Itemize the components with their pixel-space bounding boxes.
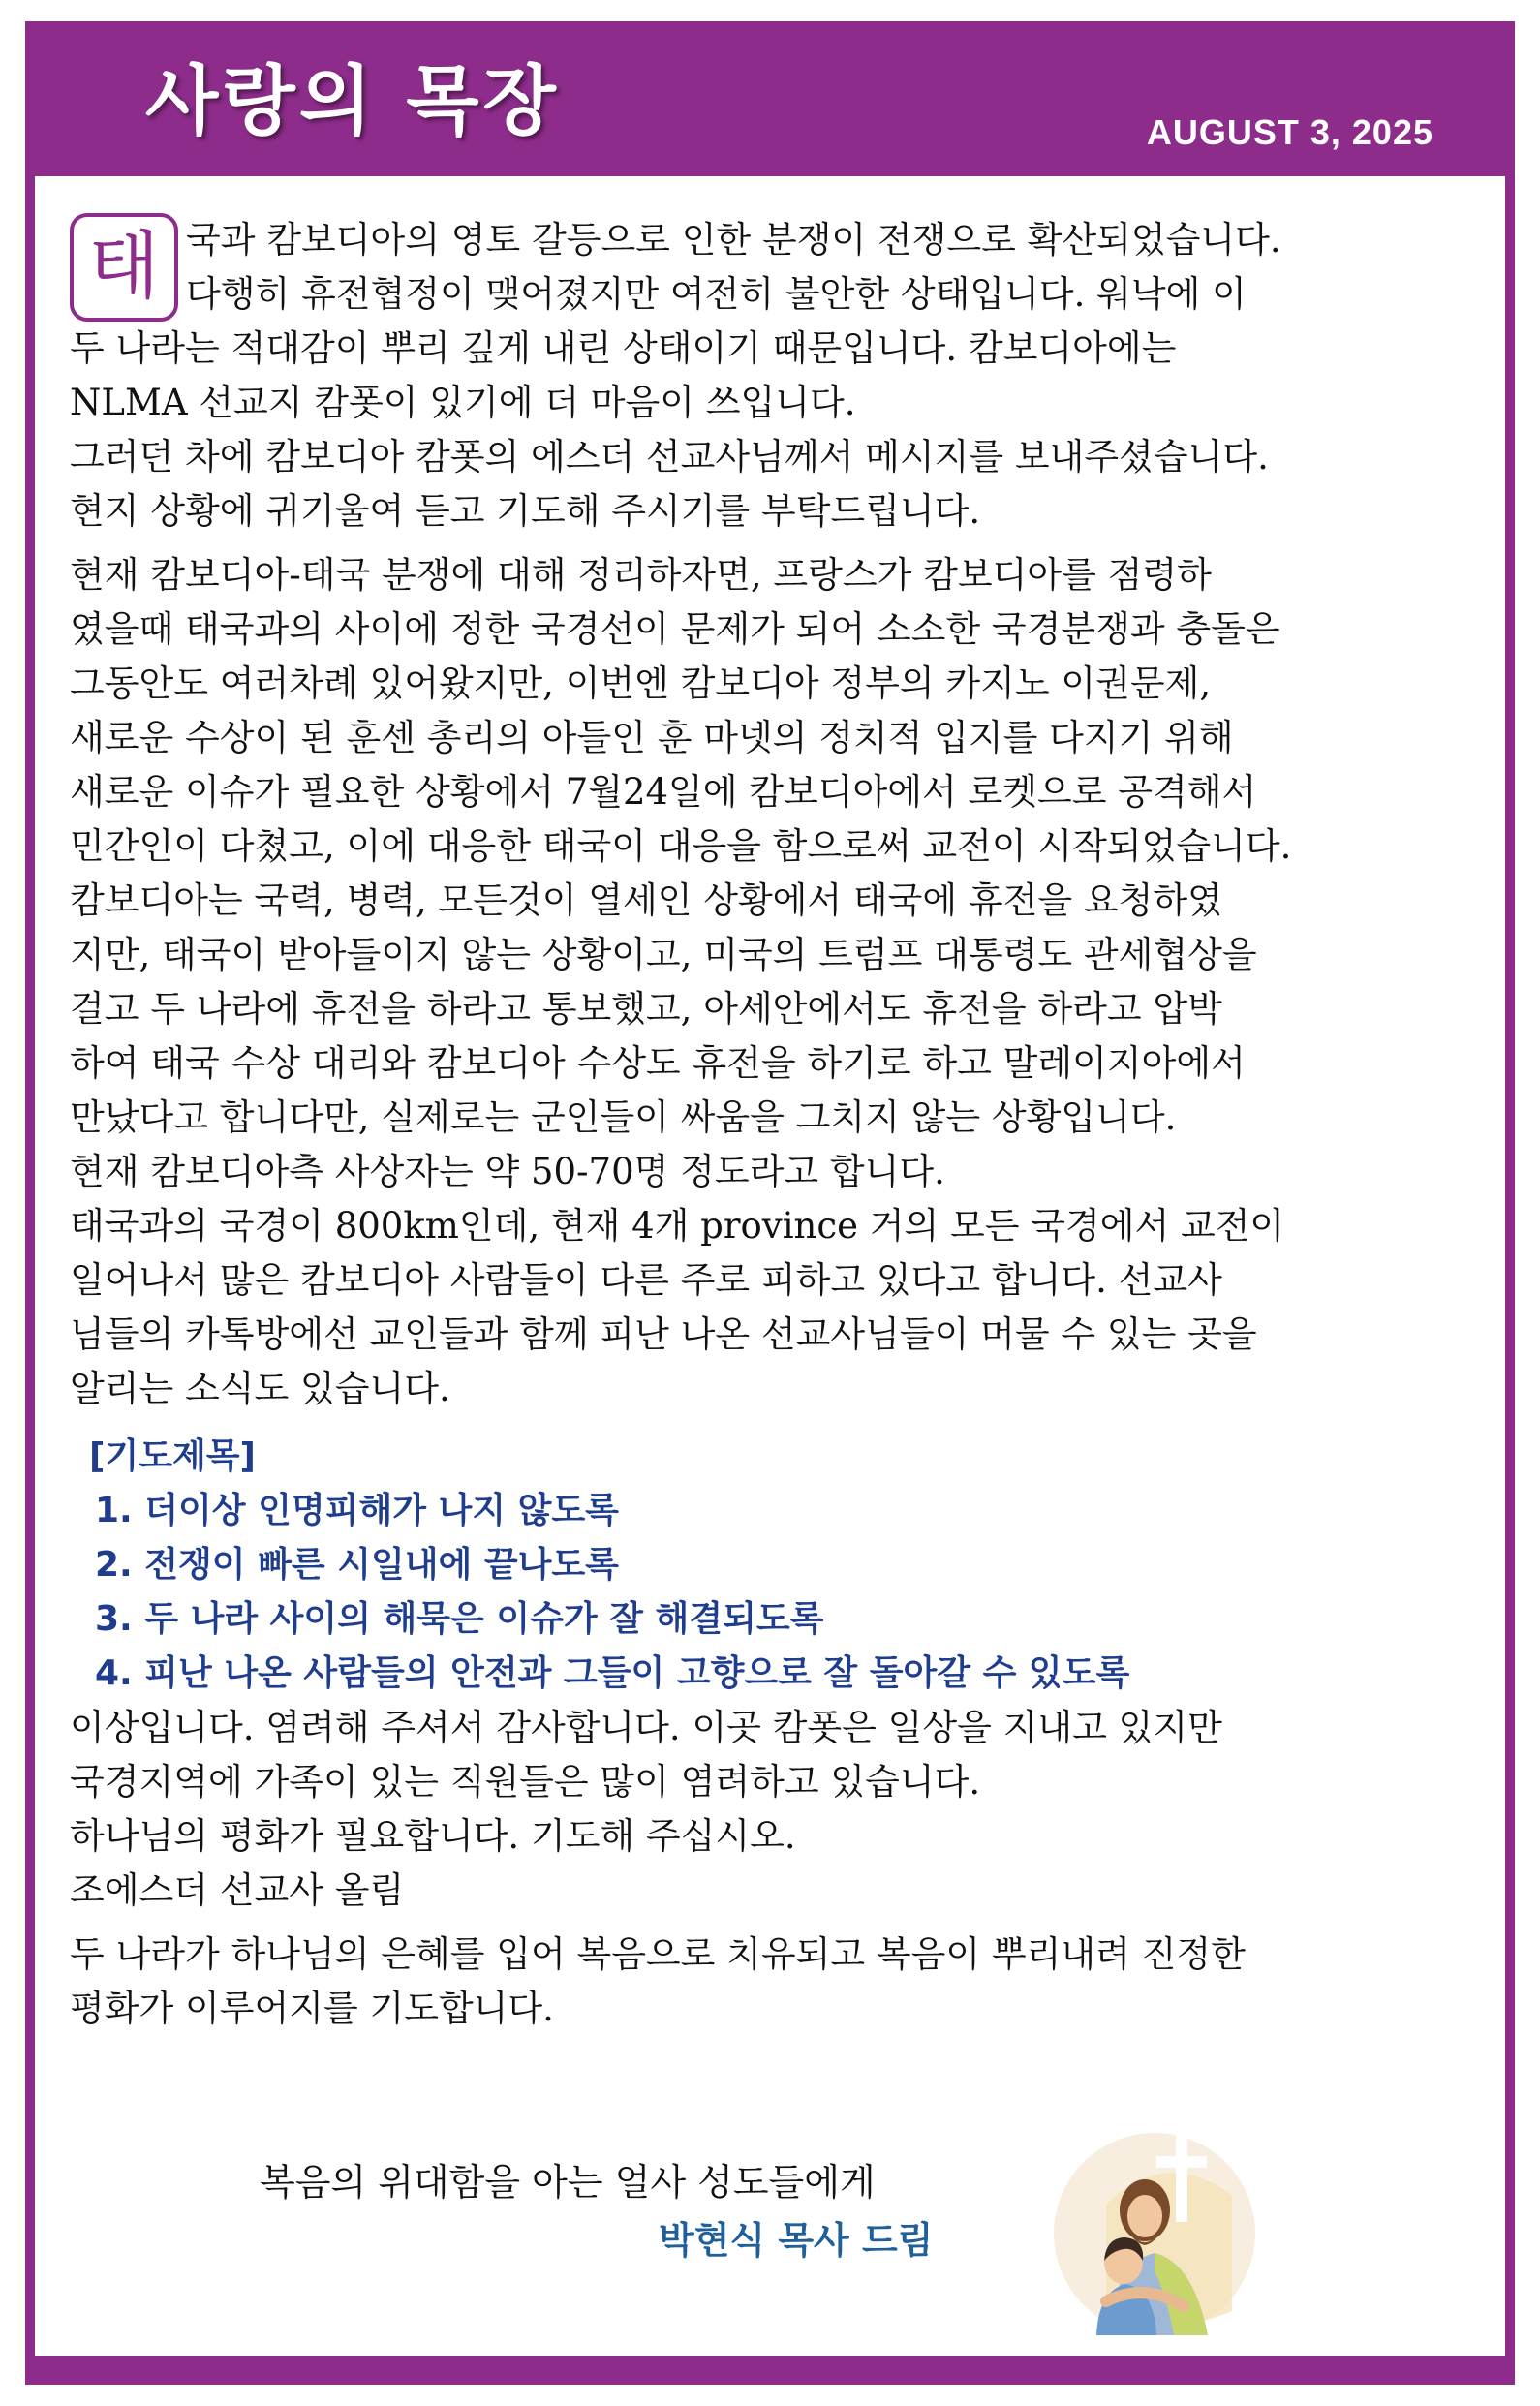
- letter-line: 조에스더 선교사 올림: [70, 1869, 405, 1911]
- pastor-signature: 박현식 목사 드림: [659, 2219, 934, 2262]
- closing-greeting: 복음의 위대함을 아는 얼사 성도들에게: [260, 2161, 876, 2204]
- body-line: 새로운 이슈가 필요한 상황에서 7월24일에 캄보디아에서 로켓으로 공격해서: [70, 771, 1257, 813]
- prayer-item: 4. 피난 나온 사람들의 안전과 그들이 고향으로 잘 돌아갈 수 있도록: [95, 1653, 1130, 1693]
- prayer-item: 2. 전쟁이 빠른 시일내에 끝나도록: [95, 1545, 619, 1585]
- body-line: 알리는 소식도 있습니다.: [70, 1368, 450, 1409]
- body-line: 였을때 태국과의 사이에 정한 국경선이 문제가 되어 소소한 국경분쟁과 충돌은: [70, 608, 1280, 650]
- prayer-item: 3. 두 나라 사이의 해묵은 이슈가 잘 해결되도록: [95, 1599, 824, 1639]
- page-title: 사랑의 목장: [145, 58, 560, 145]
- footer-bar: [25, 2356, 1515, 2385]
- body-line: 태국과의 국경이 800km인데, 현재 4개 province 거의 모든 국경에서 교전이: [70, 1205, 1285, 1247]
- intro-line: 그러던 차에 캄보디아 캄폿의 에스더 선교사님께서 메시지를 보내주셨습니다.: [70, 436, 1269, 478]
- body-line: 현재 캄보디아-태국 분쟁에 대해 정리하자면, 프랑스가 캄보디아를 점령하: [70, 554, 1212, 596]
- intro-line: 국과 캄보디아의 영토 갈등으로 인한 분쟁이 전쟁으로 확산되었습니다.: [186, 219, 1281, 261]
- conclusion-line: 두 나라가 하나님의 은혜를 입어 복음으로 치유되고 복음이 뿌리내려 진정한: [70, 1933, 1246, 1975]
- intro-line: NLMA 선교지 캄폿이 있기에 더 마음이 쓰입니다.: [70, 382, 856, 423]
- body-line: 그동안도 여러차례 있어왔지만, 이번엔 캄보디아 정부의 카지노 이권문제,: [70, 663, 1212, 704]
- body-line: 만났다고 합니다만, 실제로는 군인들이 싸움을 그치지 않는 상황입니다.: [70, 1096, 1177, 1138]
- body-line: 걸고 두 나라에 휴전을 하라고 통보했고, 아세안에서도 휴전을 하라고 압박: [70, 988, 1222, 1030]
- letter-line: 국경지역에 가족이 있는 직원들은 많이 염려하고 있습니다.: [70, 1761, 981, 1803]
- article-body: [70, 213, 1474, 2036]
- letter-line: 하나님의 평화가 필요합니다. 기도해 주십시오.: [70, 1815, 796, 1857]
- intro-line: 두 나라는 적대감이 뿌리 깊게 내린 상태이기 때문입니다. 캄보디아에는: [70, 327, 1177, 369]
- body-line: 캄보디아는 국력, 병력, 모든것이 열세인 상황에서 태국에 휴전을 요청하였: [70, 879, 1222, 921]
- dropcap: 태: [70, 213, 178, 322]
- letter-ending: [70, 1701, 1474, 1918]
- body-line: 새로운 수상이 된 훈센 총리의 아들인 훈 마넷의 정치적 입지를 다지기 위해: [70, 717, 1234, 758]
- body-line: 님들의 카톡방에선 교인들과 함께 피난 나온 선교사님들이 머물 수 있는 곳을: [70, 1313, 1257, 1355]
- prayer-list: [70, 1430, 1474, 1701]
- body-line: 현재 캄보디아측 사상자는 약 50-70명 정도라고 합니다.: [70, 1151, 945, 1192]
- embrace-cross-illustration: [1048, 2117, 1261, 2350]
- letter-line: 이상입니다. 염려해 주셔서 감사합니다. 이곳 캄폿은 일상을 지내고 있지만: [70, 1707, 1222, 1748]
- body-line: 하여 태국 수상 대리와 캄보디아 수상도 휴전을 하기로 하고 말레이지아에서: [70, 1042, 1246, 1084]
- body-line: 일어나서 많은 캄보디아 사람들이 다른 주로 피하고 있다고 합니다. 선교사: [70, 1259, 1222, 1301]
- intro-line: 다행히 휴전협정이 맺어졌지만 여전히 불안한 상태입니다. 워낙에 이: [186, 273, 1247, 315]
- prayer-title: [기도제목]: [89, 1436, 257, 1476]
- prayer-item: 1. 더이상 인명피해가 나지 않도록: [95, 1491, 619, 1530]
- intro-paragraph: [70, 213, 1474, 539]
- body-line: 민간인이 다쳤고, 이에 대응한 태국이 대응을 함으로써 교전이 시작되었습니다.: [70, 825, 1292, 867]
- issue-date: AUGUST 3, 2025: [1146, 112, 1433, 152]
- conclusion-paragraph: [70, 1928, 1474, 2036]
- body-line: 지만, 태국이 받아들이지 않는 상황이고, 미국의 트럼프 대통령도 관세협상을: [70, 934, 1257, 975]
- situation-paragraph: [70, 548, 1474, 1416]
- conclusion-line: 평화가 이루어지를 기도합니다.: [70, 1988, 554, 2029]
- intro-line: 현지 상황에 귀기울여 듣고 기도해 주시기를 부탁드립니다.: [70, 490, 981, 532]
